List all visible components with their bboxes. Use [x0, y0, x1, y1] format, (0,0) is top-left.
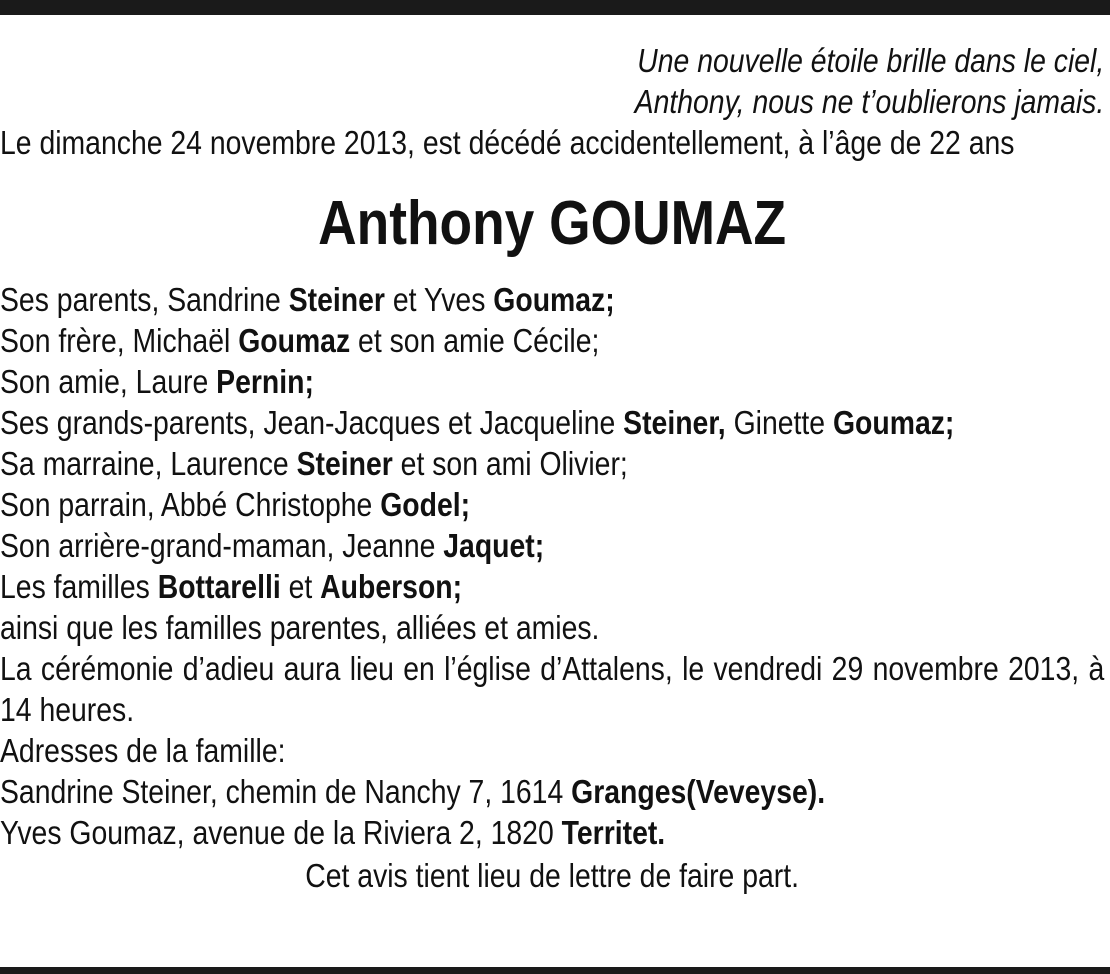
ceremony-details: La cérémonie d’adieu aura lieu en l’église d’Attalens, le vendredi 29 novembre 2013, à 14 heures. — [0, 650, 1105, 728]
family-line: ainsi que les familles parentes, alliées et amies. — [0, 609, 600, 646]
address-line: Yves Goumaz, avenue de la Riviera 2, 1820 Territet. — [0, 814, 666, 851]
top-rule — [0, 0, 1110, 15]
bottom-rule — [0, 967, 1110, 974]
family-line: Ses grands-parents, Jean-Jacques et Jacqueline Steiner, Ginette Goumaz; — [0, 404, 955, 441]
family-line: Les familles Bottarelli et Auberson; — [0, 568, 463, 605]
epigraph — [0, 40, 1104, 122]
family-list — [0, 279, 1104, 648]
deceased-name: Anthony GOUMAZ — [318, 189, 787, 258]
closing-note: Cet avis tient lieu de lettre de faire part. — [305, 857, 799, 894]
epigraph-line-2: Anthony, nous ne t’oublierons jamais. — [634, 83, 1105, 120]
intro-text: Le dimanche 24 novembre 2013, est décédé accidentellement, à l’âge de 22 ans — [0, 124, 1015, 161]
family-line: Son arrière-grand-maman, Jeanne Jaquet; — [0, 527, 545, 564]
family-line: Son parrain, Abbé Christophe Godel; — [0, 486, 471, 523]
family-line: Ses parents, Sandrine Steiner et Yves Goumaz; — [0, 281, 615, 318]
family-line: Son frère, Michaël Goumaz et son amie Cécile; — [0, 322, 600, 359]
family-line: Son amie, Laure Pernin; — [0, 363, 314, 400]
addresses-heading: Adresses de la famille: — [0, 732, 286, 769]
address-line: Sandrine Steiner, chemin de Nanchy 7, 1614 Granges(Veveyse). — [0, 773, 826, 810]
obituary-notice — [0, 40, 1104, 896]
family-line: Sa marraine, Laurence Steiner et son ami Olivier; — [0, 445, 628, 482]
epigraph-line-1: Une nouvelle étoile brille dans le ciel, — [637, 42, 1105, 79]
